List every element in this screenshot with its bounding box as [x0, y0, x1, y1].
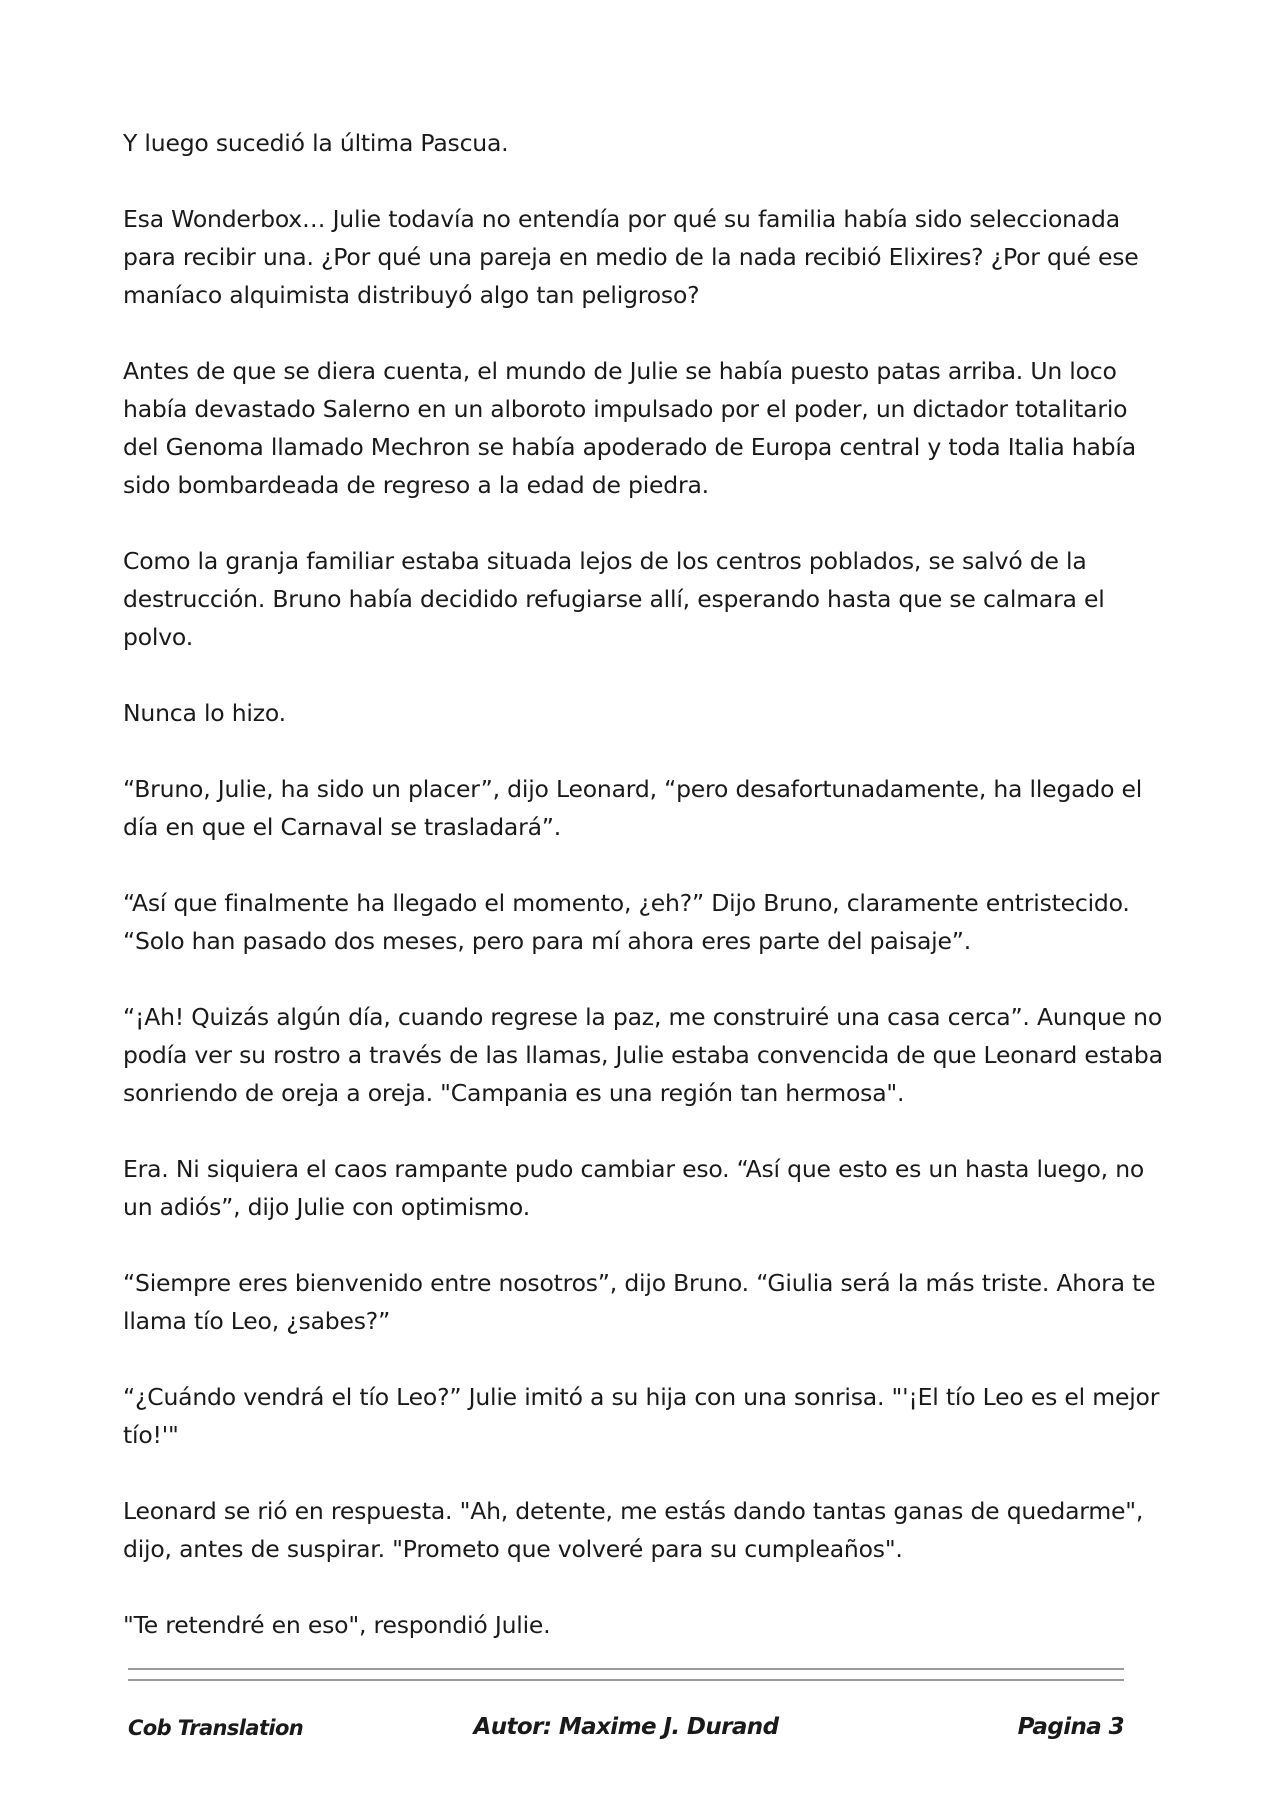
paragraph-10: “Siempre eres bienvenido entre nosotros”, dijo Bruno. “Giulia será la más triste. Ahora te llama tío Leo, ¿sabes?” — [123, 1269, 1156, 1335]
paragraph-8: “¡Ah! Quizás algún día, cuando regrese la paz, me construiré una casa cerca”. Aunque no podía ver su rostro a través de las llamas, Julie estaba convencida de que Leonard estaba sonriendo de oreja a oreja. "Campania es una región tan hermosa". — [123, 1003, 1163, 1107]
paragraph-9: Era. Ni siquiera el caos rampante pudo cambiar eso. “Así que esto es un hasta luego, no un adiós”, dijo Julie con optimismo. — [123, 1155, 1145, 1221]
paragraph-2: Esa Wonderbox… Julie todavía no entendía por qué su familia había sido seleccionada para recibir una. ¿Por qué una pareja en medio de la nada recibió Elixires? ¿Por qué ese maníaco alquimista distribuyó algo tan peligroso? — [123, 205, 1139, 309]
paragraph-6: “Bruno, Julie, ha sido un placer”, dijo Leonard, “pero desafortunadamente, ha llegado el día en que el Carnaval se trasladará”. — [123, 775, 1143, 841]
footer-author: Autor: Maxime J. Durand — [473, 1714, 779, 1740]
footer-rule-bottom — [128, 1679, 1124, 1681]
footer-publisher: Cob Translation — [128, 1716, 304, 1740]
page-footer — [128, 1710, 1124, 1750]
paragraph-1: Y luego sucedió la última Pascua. — [123, 129, 509, 157]
paragraph-3: Antes de que se diera cuenta, el mundo de Julie se había puesto patas arriba. Un loco había devastado Salerno en un alboroto impulsado por el poder, un dictador totalitario del Genoma llamado Mechron se había apoderado de Europa central y toda Italia había sido bombardeada de regreso a la edad de piedra. — [123, 357, 1136, 499]
paragraph-11: “¿Cuándo vendrá el tío Leo?” Julie imitó a su hija con una sonrisa. "'¡El tío Leo es el mejor tío!'" — [123, 1383, 1160, 1449]
body-text — [123, 124, 1163, 1682]
footer-page-number: Pagina 3 — [1017, 1714, 1124, 1740]
footer-divider — [128, 1668, 1124, 1681]
footer-rule-top — [128, 1668, 1124, 1670]
paragraph-4: Como la granja familiar estaba situada lejos de los centros poblados, se salvó de la destrucción. Bruno había decidido refugiarse allí, esperando hasta que se calmara el polvo. — [123, 547, 1105, 651]
paragraph-7: “Así que finalmente ha llegado el momento, ¿eh?” Dijo Bruno, claramente entristecido. “Solo han pasado dos meses, pero para mí ahora eres parte del paisaje”. — [123, 889, 1130, 955]
paragraph-13: "Te retendré en eso", respondió Julie. — [123, 1611, 551, 1639]
paragraph-12: Leonard se rió en respuesta. "Ah, detente, me estás dando tantas ganas de quedarme", dijo, antes de suspirar. "Prometo que volveré para su cumpleaños". — [123, 1497, 1144, 1563]
paragraph-5: Nunca lo hizo. — [123, 699, 286, 727]
